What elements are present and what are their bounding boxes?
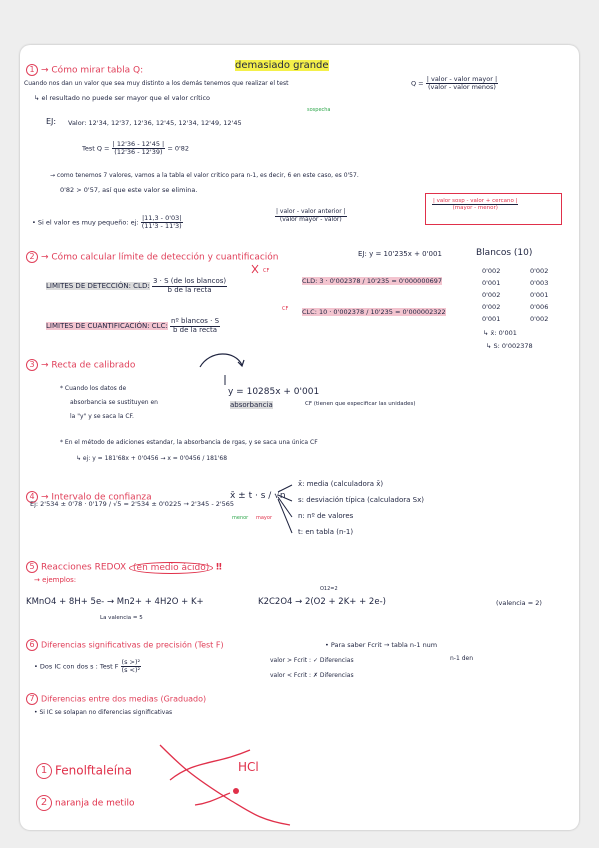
section-5-title: 5 Reacciones REDOX (en medio ácido) ‼	[26, 561, 222, 573]
lc-row: LIMITES DE CUANTIFICACIÓN: CLC: $\frac{\text{nº blancos · S}}{\text{b de la recta}}$	[46, 317, 220, 334]
s3-note2: absorbancia se sustituyen en	[70, 399, 158, 406]
ic-item-3: n: nº de valores	[298, 512, 354, 520]
blancos-title: Blancos (10)	[476, 248, 533, 258]
mayor-label: mayor	[256, 515, 273, 521]
redox-eq-2: K2C2O4 → 2(O2 + 2K+ + 2e-)	[258, 597, 386, 607]
test-q: Test Q = $\frac{| 12'36 - 12'45 |}{(12'36 - 12'39)}$ = 0'82	[82, 140, 190, 157]
section-3-title: 3 → Recta de calibrado	[26, 359, 135, 371]
section-2-title: 2 → Cómo calcular límite de detección y cuantificación	[26, 251, 279, 263]
cf-mark-2: CF	[282, 306, 289, 312]
ic-formula: x̄ ± t · s / √n	[230, 491, 286, 501]
s1-ej-label: EJ:	[46, 117, 57, 126]
ic-item-2: s: desviación típica (calculadora Sx)	[298, 496, 424, 504]
q-formula: Q = $\frac{\text{| valor - valor mayor |}}{\text{(valor - valor menos)}}$	[411, 75, 498, 92]
s1-line2: ↳ el resultado no puede ser mayor que el valor crítico	[34, 94, 211, 102]
cf-note: CF (tienen que especificar las unidades)	[305, 401, 416, 407]
ic-item-1: x̄: media (calculadora x̄)	[298, 480, 384, 488]
blancos-col1: 0'002 0'001 0'002 0'002 0'001	[482, 267, 501, 323]
hcl-label: HCl	[238, 760, 259, 774]
demasiado-grande-label: demasiado grande	[235, 60, 329, 71]
f-result-1: valor > Fcrit : ✓ Diferencias	[270, 657, 354, 664]
s1-ej-values: Valor: 12'34, 12'37, 12'36, 12'45, 12'34, 12'49, 12'45	[68, 119, 242, 127]
box-formula: $\frac{\text{| valor sosp - valor + cercano |}}{\text{(mayor - menor)}}$	[433, 198, 518, 212]
blancos-col2: 0'002 0'003 0'001 0'006 0'002	[530, 267, 549, 323]
s1-line4: 0'82 > 0'57, así que este valor se elimina.	[60, 186, 198, 194]
sospecha-note: sospecha	[307, 107, 331, 113]
ejemplos-label: → ejemplos:	[34, 576, 77, 584]
cf-mark-1: CF	[263, 268, 270, 274]
menor-label: menor	[232, 515, 249, 521]
ox-note: O12=2	[320, 586, 338, 592]
s3-note1: * Cuando los datos de	[60, 385, 127, 392]
s3-note3: la "y" y se saca la CF.	[70, 413, 134, 420]
f-result-2: valor < Fcrit : ✗ Diferencias	[270, 672, 354, 679]
s3-note5: ↳ ej: y = 181'68x + 0'0456 → x = 0'0456 / 181'68	[76, 455, 228, 462]
recta-eq: y = 10285x + 0'001	[228, 387, 320, 397]
indicator-1: 1 Fenolftaleína	[36, 763, 132, 779]
section-7-title: 7 Diferencias entre dos medias (Graduado)	[26, 693, 206, 705]
fcrit-note-2: n-1 den	[450, 655, 473, 662]
x-mean: ↳ x̄: 0'001	[483, 329, 517, 337]
s3-note4: * En el método de adiciones estandar, la absorbancia de rgas, y se saca una única CF	[60, 439, 318, 446]
s1-line1: Cuando nos dan un valor que sea muy distinto a los demás tenemos que realizar el test	[24, 80, 289, 87]
ic-example: Ej: 2'534 ± 0'78 · 0'179 / √5 = 2'534 ± 0'0225 → 2'345 - 2'565	[30, 500, 235, 508]
s1-right-frac: $\frac{\text{| valor - valor anterior |}}{\text{(valor mayor - valor)}}$	[276, 208, 346, 223]
lc-calc: CLC: 10 · 0'002378 / 10'235 = 0'000002322	[302, 308, 446, 316]
absorbancia-label: absorbancia	[230, 401, 273, 409]
section-6-title: 6 Diferencias significativas de precisión (Test F)	[26, 639, 224, 651]
redox-eq-1: KMnO4 + 8H+ 5e- → Mn2+ + 4H2O + K+	[26, 597, 204, 607]
test-f: • Dos IC con dos s : Test F $\frac{\text{(s >)²}}{\text{(s <)²}}$	[34, 658, 141, 675]
ld-row: LIMITES DE DETECCIÓN: CLD: $\frac{\text{3 · S (de los blancos)}}{\text{b de la recta}}$	[46, 277, 227, 294]
indicator-2: 2 naranja de metilo	[36, 795, 134, 811]
ld-calc: CLD: 3 · 0'002378 / 10'235 = 0'000000697	[302, 277, 442, 285]
notes-page	[20, 45, 579, 830]
valencia-note-1: La valencia = 5	[100, 615, 143, 621]
fcrit-note: • Para saber Fcrit → tabla n-1 num	[325, 641, 438, 649]
section-4-title: 4 → Intervalo de confianza	[26, 491, 152, 503]
s-value: ↳ S: 0'002378	[486, 342, 533, 350]
s1-line3: → como tenemos 7 valores, vamos a la tabla el valor critico para n-1, es decir, 6 en este caso, es 0'57.	[50, 172, 359, 179]
valencia-note-2: (valencia = 2)	[496, 599, 542, 607]
s2-ej: EJ: y = 10'235x + 0'001	[358, 250, 442, 258]
ic-item-4: t: en tabla (n-1)	[298, 528, 354, 536]
s1-line5: • Si el valor es muy pequeño: ej: $\frac{|11,3 - 0'03|}{(11'3 - 11'3)}$	[32, 214, 182, 231]
s7-line: • Si IC se solapan no diferencias significativas	[34, 709, 173, 716]
section-1-title: 1 → Cómo mirar tabla Q:	[26, 64, 143, 76]
